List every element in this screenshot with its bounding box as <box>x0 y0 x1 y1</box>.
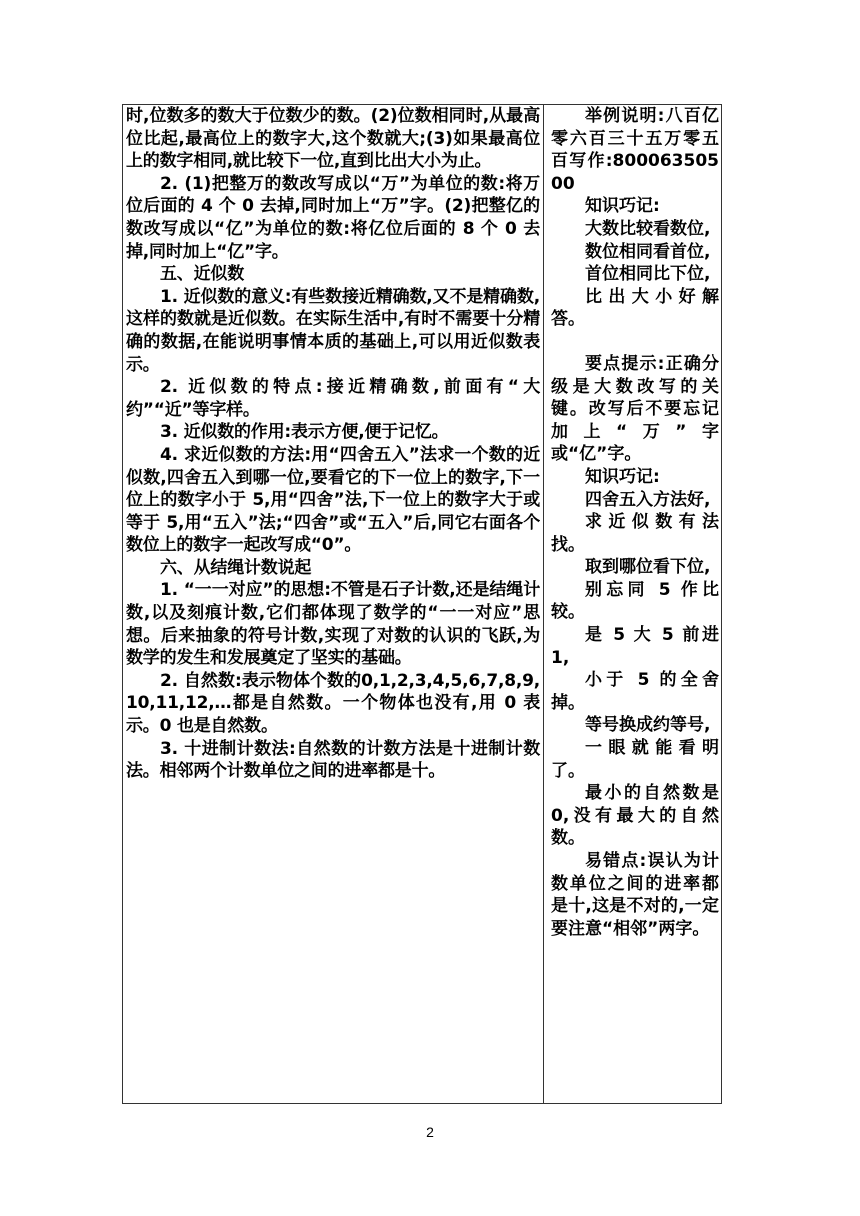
paragraph-approx-purpose: 3. 近似数的作用:表示方便,便于记忆。 <box>160 422 449 443</box>
note-rhyme-line: 一眼就能看明了。 <box>551 738 719 781</box>
note-tip-heading: 知识巧记: <box>585 466 660 487</box>
paragraph-continuation: 时,位数多的数大于位数少的数。(2)位数相同时,从最高位比起,最高位上的数字大,这个数就大;(3)如果最高位上的数字相同,就比较下一位,直到比出大小为止。 <box>126 106 540 172</box>
column-divider <box>543 105 544 1103</box>
note-rhyme-line: 取到哪位看下位, <box>585 557 711 578</box>
paragraph-approx-method: 4. 求近似数的方法:用“四舍五入”法求一个数的近似数,四舍五入到哪一位,要看它的下一位上的数字,下一位上的数字小于 5,用“四舍”法,下一位上的数字大于或等于 5,用“五入”法;“四舍”或“五入”后,同它右面各个数位上的数字一起改写成“0”。 <box>126 444 540 556</box>
note-rhyme-line: 首位相同比下位, <box>585 264 711 285</box>
side-notes-column <box>551 105 719 940</box>
paragraph-approx-meaning: 1. 近似数的意义:有些数接近精确数,又不是精确数,这样的数就是近似数。在实际生活中,有时不需要十分精确的数据,在能说明事情本质的基础上,可以用近似数表示。 <box>126 286 540 375</box>
main-content-column <box>126 105 540 783</box>
paragraph-natural-numbers: 2. 自然数:表示物体个数的0,1,2,3,4,5,6,7,8,9,10,11,12,…都是自然数。一个物体也没有,用 0 表示。0 也是自然数。 <box>126 670 540 737</box>
paragraph-one-to-one: 1. “一一对应”的思想:不管是石子计数,还是结绳计数,以及刻痕计数,它们都体现了数学的“一一对应”思想。后来抽象的符号计数,实现了对数的认识的飞跃,为数学的发生和发展奠定了坚实的基础。 <box>126 580 540 669</box>
page-number: 2 <box>426 1124 434 1140</box>
section-heading-knot-counting: 六、从结绳计数说起 <box>160 557 312 578</box>
paragraph-approx-features: 2. 近似数的特点:接近精确数,前面有“大约”“近”等字样。 <box>126 377 540 420</box>
note-tip-heading: 知识巧记: <box>585 196 660 217</box>
note-rhyme-line: 数位相同看首位, <box>585 241 711 262</box>
notes-table <box>122 104 722 1104</box>
paragraph-decimal-system: 3. 十进制计数法:自然数的计数方法是十进制计数法。相邻两个计数单位之间的进率都是十。 <box>126 738 540 782</box>
note-rhyme-line: 四舍五入方法好, <box>585 489 711 510</box>
note-rhyme-line: 别忘同 5 作比较。 <box>551 579 719 623</box>
note-rhyme-line: 求近似数有法找。 <box>551 512 719 555</box>
note-rhyme-line: 等号换成约等号, <box>585 715 711 736</box>
note-rhyme-line: 比出大小好解答。 <box>551 286 719 330</box>
paragraph-rewrite-large-numbers: 2. (1)把整万的数改写成以“万”为单位的数:将万位后面的 4 个 0 去掉,同时加上“万”字。(2)把整亿的数改写成以“亿”为单位的数:将亿位后面的 8 个 0 去掉,同时加上“亿”字。 <box>126 173 540 262</box>
note-rhyme-line: 小于 5 的全舍掉。 <box>551 670 719 713</box>
note-key-point: 要点提示:正确分级是大数改写的关键。改写后不要忘记加上“万”字或“亿”字。 <box>551 353 719 465</box>
section-heading-approximate-numbers: 五、近似数 <box>160 264 244 285</box>
note-rhyme-line: 大数比较看数位, <box>585 218 711 239</box>
spacer <box>551 331 719 353</box>
note-common-mistake: 易错点:误认为计数单位之间的进率都是十,这是不对的,一定要注意“相邻”两字。 <box>551 851 719 939</box>
note-natural-number-fact: 最小的自然数是 0,没有最大的自然数。 <box>551 783 719 849</box>
note-rhyme-line: 是 5 大 5 前进 1, <box>551 625 719 668</box>
note-example: 举例说明:八百亿零六百三十五万零五百写作:80006350500 <box>551 106 719 194</box>
